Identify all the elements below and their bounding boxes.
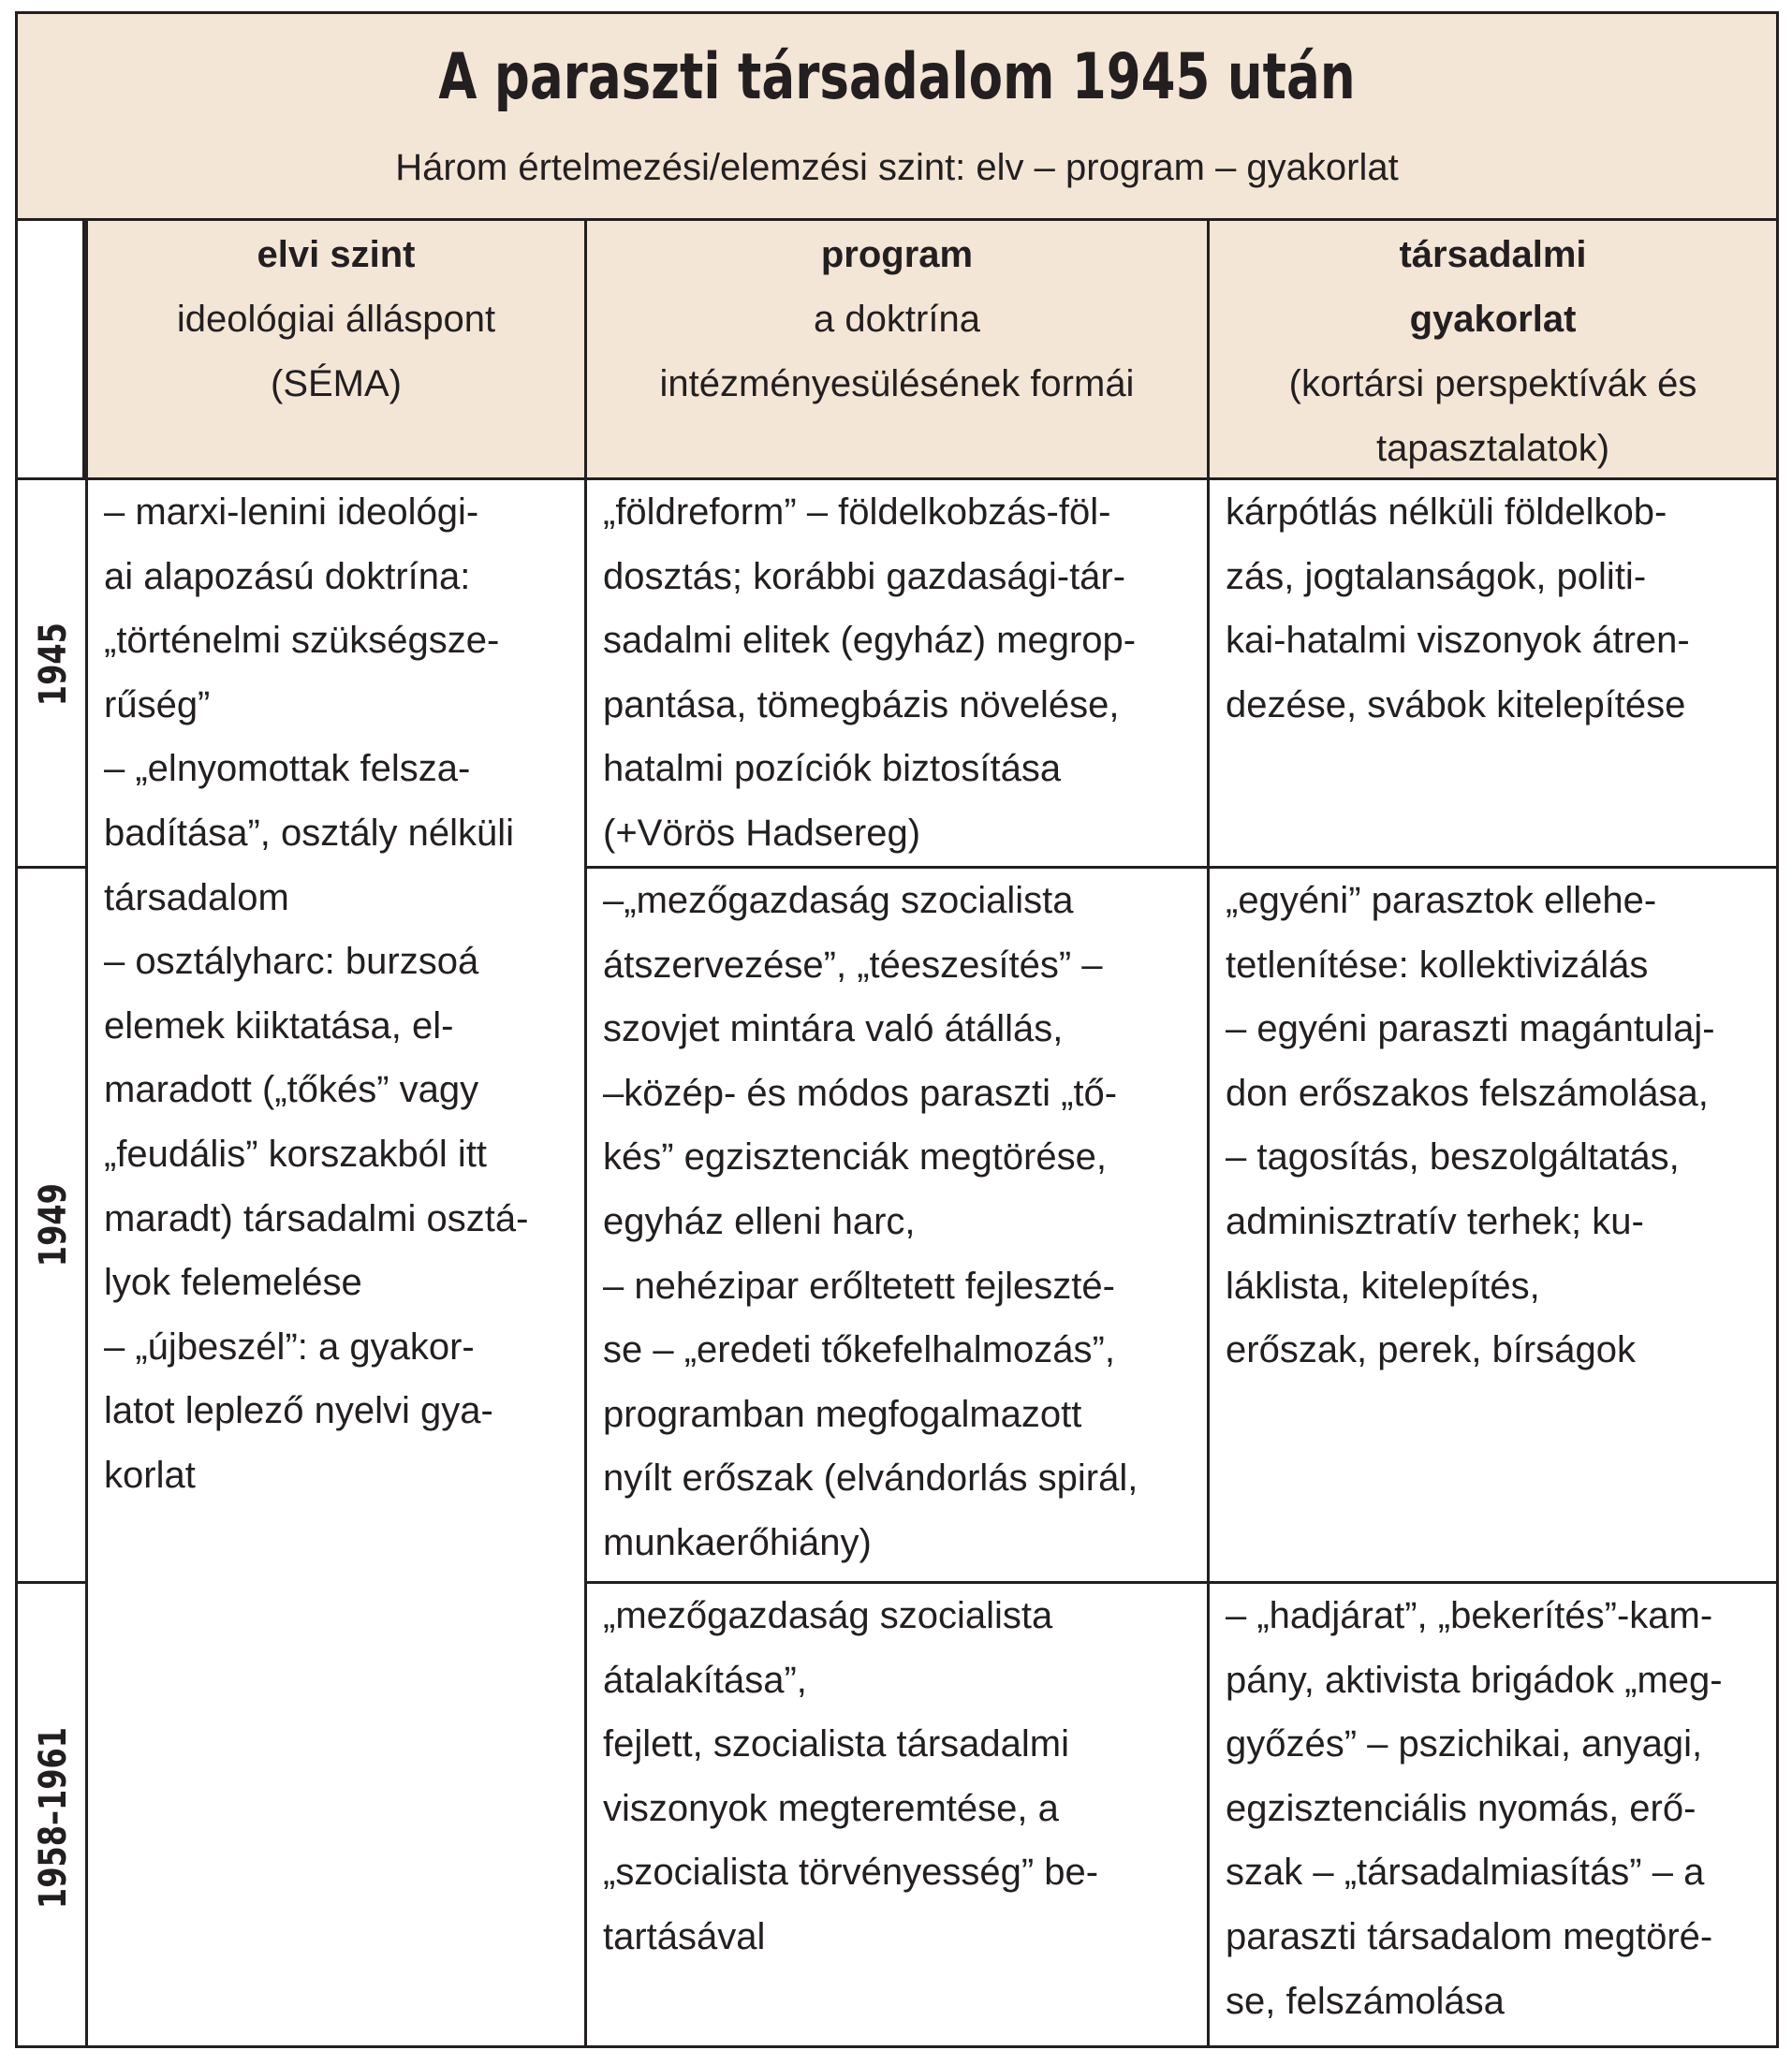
row-divider-1949-year xyxy=(18,866,85,869)
cell-gyakorlat-1958: – „hadjárat”, „bekerítés”-kam- pány, aktivista brigádok „meg- győzés” – pszichikai, anyagi, egzisztenciális nyomás, erő- szak – „társadalmiasítás” – a paraszti társadalom megtöré- se, felszámolása xyxy=(1226,1595,1723,2022)
year-label-1958-1961: 1958–1961 xyxy=(32,1726,75,1910)
year-label-1945: 1945 xyxy=(32,622,75,707)
year-label-1949: 1949 xyxy=(32,1183,75,1267)
row-divider-1958-year xyxy=(18,1581,85,1584)
column-header-elvi xyxy=(88,221,584,480)
column-header-gyakorlat-title-1: társadalmi xyxy=(1399,234,1587,275)
column-header-gyakorlat xyxy=(1210,221,1776,480)
column-header-gyakorlat-sub-2: tapasztalatok) xyxy=(1375,428,1610,469)
column-header-program-title: program xyxy=(820,234,974,275)
column-header-elvi-sub-2: (SÉMA) xyxy=(271,363,402,404)
cell-program-1945: „földreform” – földelkobzás-föl- dosztás; korábbi gazdasági-tár- sadalmi elitek (egyház) megrop- pantása, tömegbázis növelése, hatalmi pozíciók biztosítása (+Vörös Hadsereg) xyxy=(603,491,1137,854)
column-header-elvi-title: elvi szint xyxy=(257,234,416,275)
page-title: A paraszti társadalom 1945 után xyxy=(438,40,1356,114)
year-column-header xyxy=(18,221,85,480)
column-header-gyakorlat-title-2: gyakorlat xyxy=(1409,299,1577,340)
page-subtitle: Három értelmezési/elemzési szint: elv – program – gyakorlat xyxy=(395,147,1399,188)
cell-program-1949: –„mezőgazdaság szocialista átszervezése”, „téeszesítés” – szovjet mintára való átállás, –közép- és módos paraszti „tő- kés” egzisztenciák megtörése, egyház elleni harc, – nehézipar erőltetett fejleszté- se – „eredeti tőkefelhalmozás”, programban megfogalmazott nyílt erőszak (elvándorlás spirál, munkaerőhiány) xyxy=(603,880,1138,1563)
title-band xyxy=(18,14,1776,221)
column-header-program-sub-2: intézményesülésének formái xyxy=(659,363,1135,404)
column-header-gyakorlat-sub-1: (kortársi perspektívák és xyxy=(1288,363,1697,404)
cell-gyakorlat-1949: „egyéni” parasztok ellehe- tetlenítése: kollektivizálás – egyéni paraszti magántulaj- don erőszakos felszámolása, – tagosítás, beszolgáltatás, adminisztratív terhek; ku- láklista, kitelepítés, erőszak, perek, bírságok xyxy=(1226,880,1715,1371)
table-frame xyxy=(15,11,1779,2048)
column-header-program-sub-1: a doktrína xyxy=(814,299,980,340)
column-header-elvi-sub-1: ideológiai álláspont xyxy=(176,299,496,340)
column-header-program xyxy=(587,221,1207,480)
cell-elvi: – marxi-lenini ideológi- ai alapozású doktrína: „történelmi szükségsze- rűség” – „elnyomottak felsza- badítása”, osztály nélküli társadalom – osztályharc: burzsoá elemek kiiktatása, el- maradott („tőkés” vagy „feudális” korszakból itt maradt) társadalmi osztá- lyok felemelése – „újbeszél”: a gyakor- latot leplező nyelvi gya- korlat xyxy=(104,491,529,1496)
cell-gyakorlat-1945: kárpótlás nélküli földelkob- zás, jogtalanságok, politi- kai-hatalmi viszonyok átren- dezése, svábok kitelepítése xyxy=(1226,491,1690,725)
cell-program-1958: „mezőgazdaság szocialista átalakítása”, fejlett, szocialista társadalmi viszonyok megteremtése, a „szocialista törvényesség” be- tartásával xyxy=(603,1595,1099,1957)
